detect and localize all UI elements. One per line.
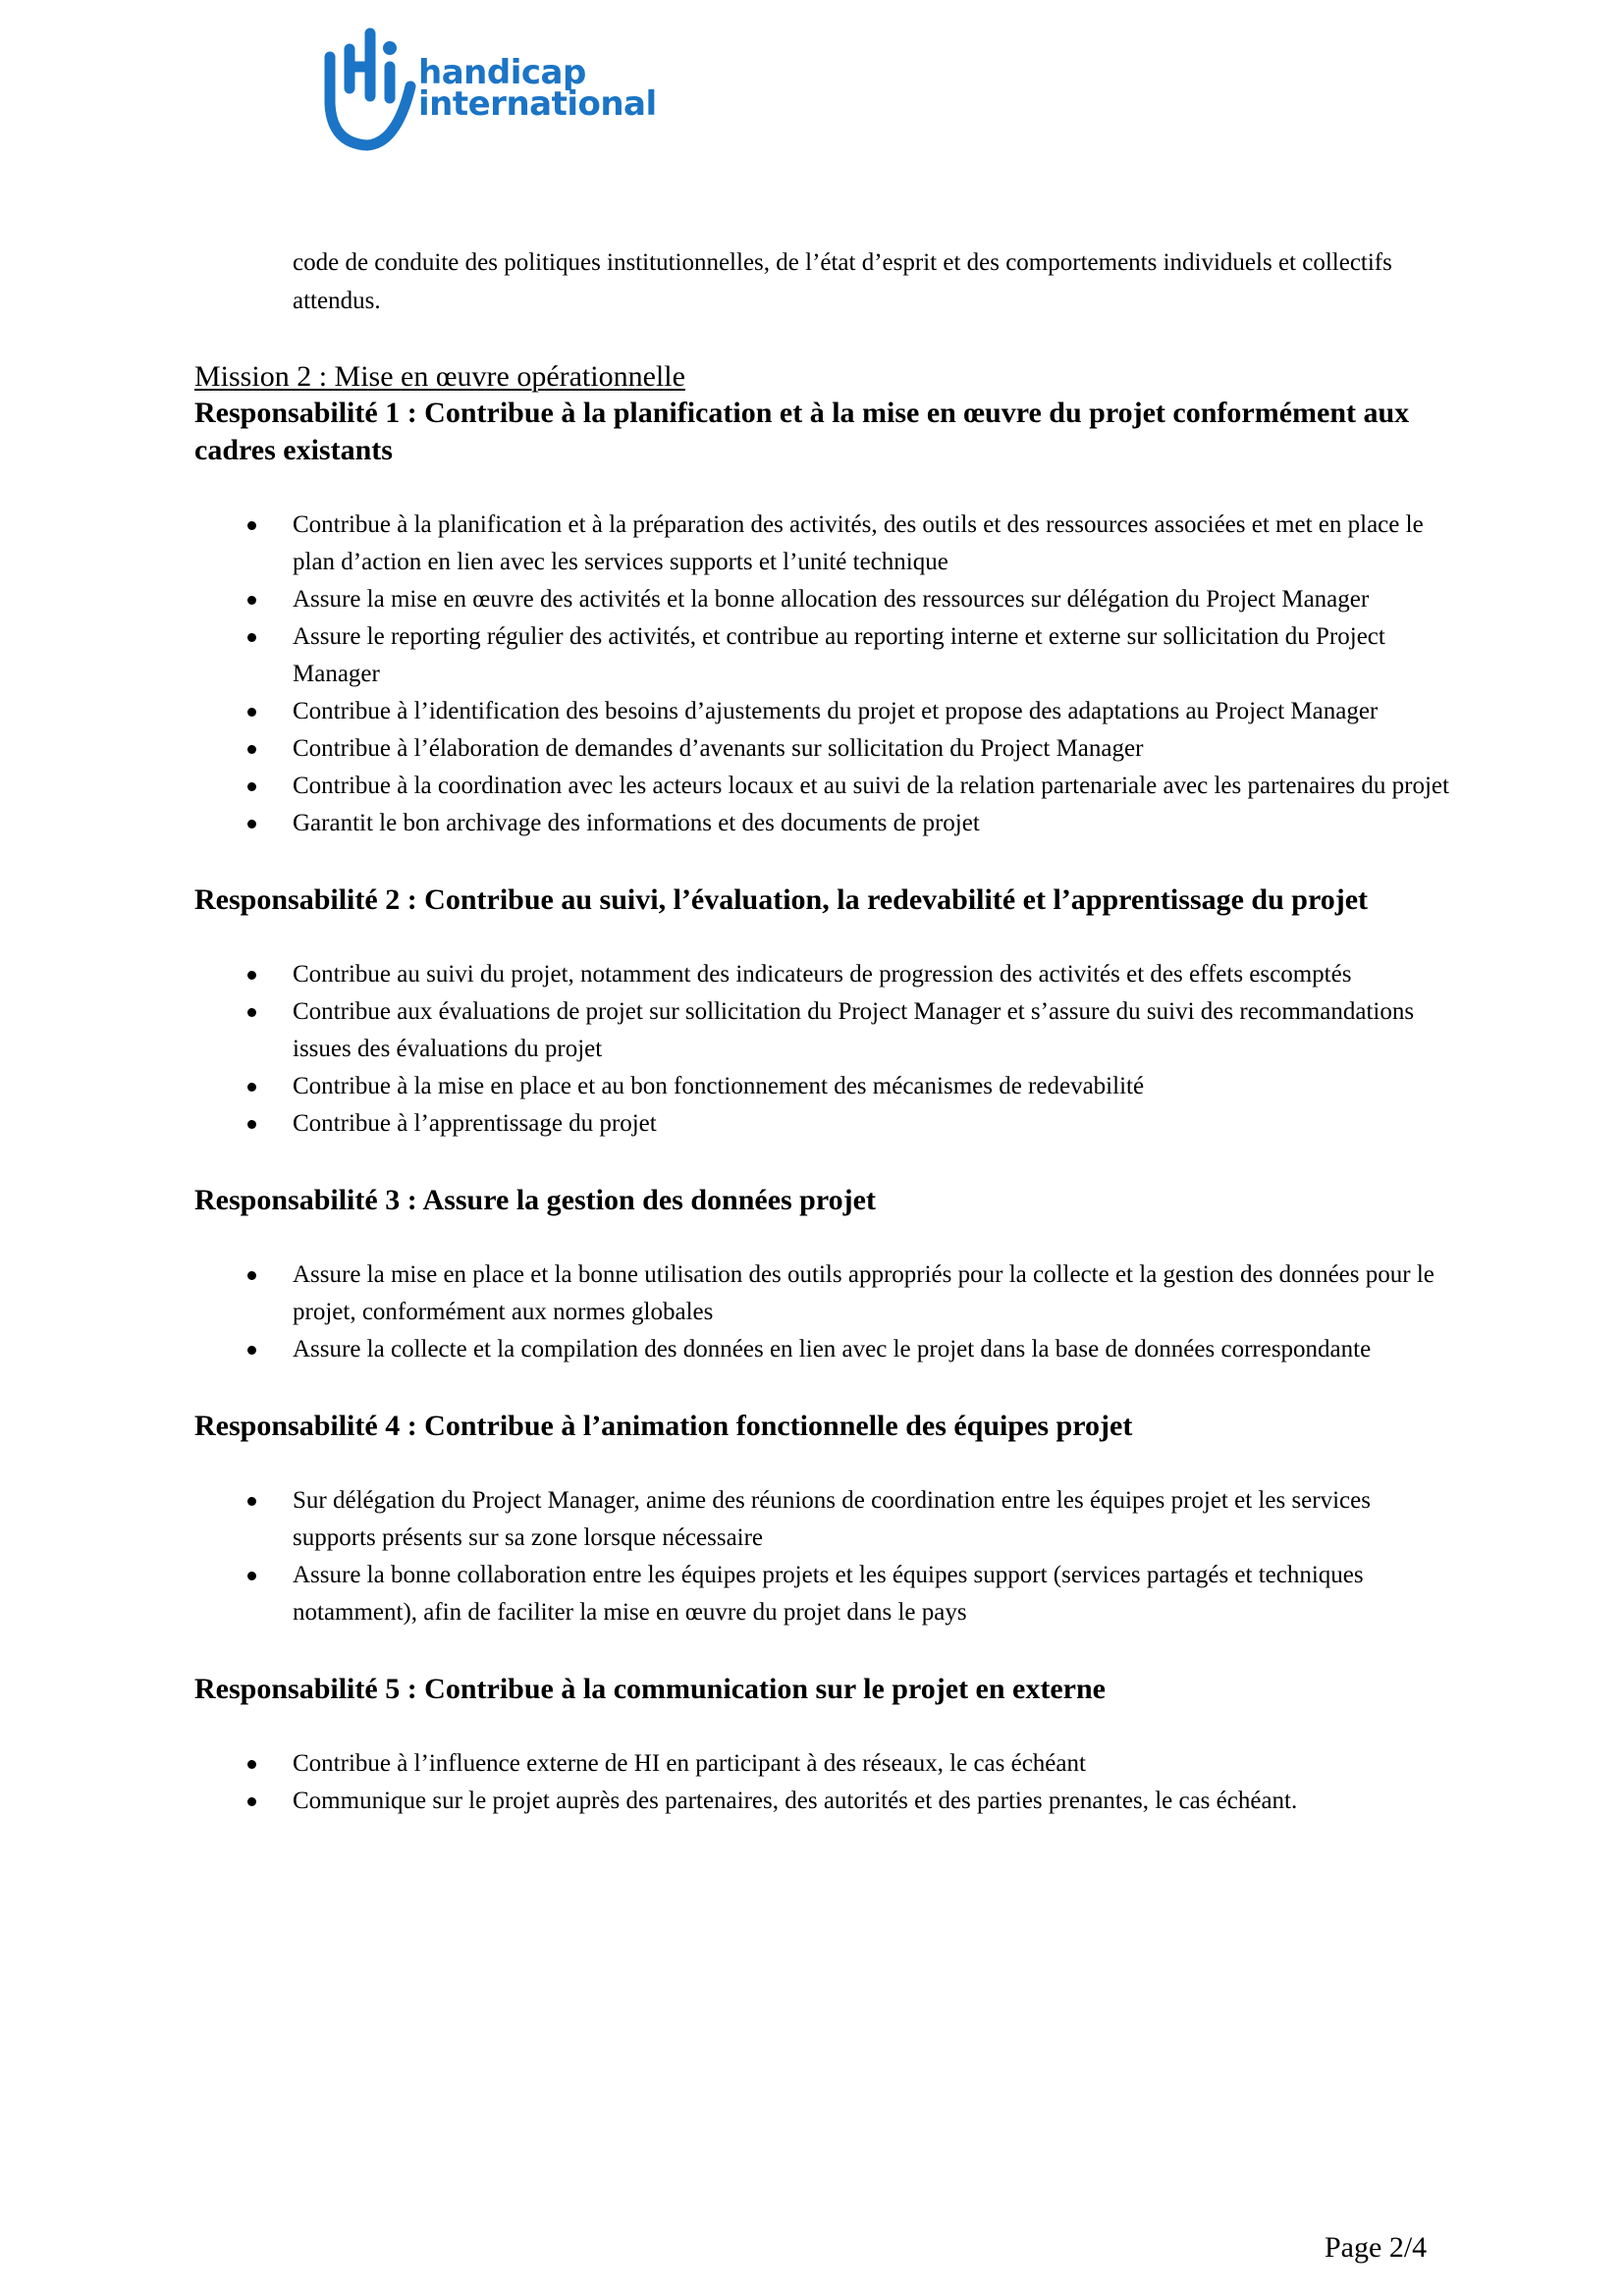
list-item: [194, 993, 1451, 1068]
list-item: [194, 1482, 1451, 1557]
bullet-icon: [247, 745, 256, 754]
bullet-icon: [247, 1120, 256, 1129]
bullet-icon: [247, 596, 256, 605]
handicap-international-logo: [320, 26, 657, 153]
responsibility-3: [194, 1182, 1451, 1368]
list-item: [194, 1557, 1451, 1631]
list-item-text: Contribue aux évaluations de projet sur sollicitation du Project Manager et s’assure du suivi des recommandations issues des évaluations du projet: [293, 998, 1415, 1062]
responsibility-list: [194, 1256, 1451, 1368]
list-item: [194, 1745, 1451, 1783]
responsibility-title: Responsabilité 3 : Assure la gestion des données projet: [194, 1184, 876, 1216]
bullet-icon: [247, 633, 256, 642]
list-item-text: Contribue à l’apprentissage du projet: [293, 1110, 657, 1137]
list-item-text: Sur délégation du Project Manager, anime des réunions de coordination entre les équipes projet et les services supports présents sur sa zone lorsque nécessaire: [293, 1487, 1371, 1551]
mission-title: Mission 2 : Mise en œuvre opérationnelle: [194, 360, 685, 393]
bullet-icon: [247, 1008, 256, 1017]
bullet-icon: [247, 521, 256, 530]
continuation-paragraph: code de conduite des politiques institutionnelles, de l’état d’esprit et des comportements individuels et collectifs attendus.: [293, 249, 1392, 314]
list-item-text: Communique sur le projet auprès des partenaires, des autorités et des parties prenantes, le cas échéant.: [293, 1788, 1298, 1814]
bullet-icon: [247, 1271, 256, 1280]
list-item-text: Contribue à la coordination avec les acteurs locaux et au suivi de la relation partenariale avec les partenaires du projet: [293, 773, 1449, 799]
bullet-icon: [247, 971, 256, 980]
list-item: [194, 507, 1451, 581]
responsibility-list: [194, 1745, 1451, 1820]
bullet-icon: [247, 820, 256, 828]
list-item: [194, 768, 1451, 805]
bullet-icon: [247, 1572, 256, 1580]
i-dot: [383, 41, 397, 55]
logo-text-handicap: handicap: [418, 53, 586, 92]
responsibility-title: Responsabilité 4 : Contribue à l’animation fonctionnelle des équipes projet: [194, 1410, 1133, 1442]
bullet-icon: [247, 1083, 256, 1092]
responsibility-list: [194, 507, 1451, 842]
list-item-text: Assure le reporting régulier des activités, et contribue au reporting interne et externe sur sollicitation du Project Manager: [293, 623, 1385, 687]
list-item: [194, 1256, 1451, 1331]
bullet-icon: [247, 782, 256, 791]
responsibility-title: Responsabilité 1 : Contribue à la planification et à la mise en œuvre du projet conformément aux cadres existants: [194, 397, 1410, 466]
list-item: [194, 1068, 1451, 1105]
responsibility-title: Responsabilité 2 : Contribue au suivi, l’évaluation, la redevabilité et l’apprentissage du projet: [194, 883, 1369, 916]
list-item-text: Contribue à l’élaboration de demandes d’avenants sur sollicitation du Project Manager: [293, 735, 1144, 762]
bullet-icon: [247, 1797, 256, 1806]
list-item-text: Contribue à l’influence externe de HI en participant à des réseaux, le cas échéant: [293, 1750, 1086, 1777]
list-item-text: Assure la mise en place et la bonne utilisation des outils appropriés pour la collecte et la gestion des données pour le projet, conformément aux normes globales: [293, 1261, 1435, 1325]
bullet-icon: [247, 708, 256, 717]
responsibility-1: [194, 395, 1451, 842]
list-item: [194, 805, 1451, 842]
list-item-text: Garantit le bon archivage des informations et des documents de projet: [293, 810, 980, 836]
list-item-text: Assure la collecte et la compilation des données en lien avec le projet dans la base de données correspondante: [293, 1336, 1372, 1362]
responsibility-title: Responsabilité 5 : Contribue à la communication sur le projet en externe: [194, 1673, 1106, 1705]
list-item: [194, 618, 1451, 693]
responsibility-2: [194, 881, 1451, 1143]
bullet-icon: [247, 1760, 256, 1769]
list-item: [194, 693, 1451, 730]
responsibility-4: [194, 1408, 1451, 1631]
list-item: [194, 1783, 1451, 1820]
list-item-text: Contribue à l’identification des besoins d’ajustements du projet et propose des adaptations au Project Manager: [293, 698, 1379, 724]
responsibility-5: [194, 1671, 1451, 1820]
list-item: [194, 730, 1451, 768]
list-item-text: Contribue à la planification et à la préparation des activités, des outils et des ressources associées et met en place le plan d’action en lien avec les services supports et l’unité technique: [293, 511, 1424, 575]
list-item: [194, 1105, 1451, 1143]
list-item: [194, 1331, 1451, 1368]
list-item-text: Contribue au suivi du projet, notamment des indicateurs de progression des activités et des effets escomptés: [293, 961, 1352, 988]
list-item-text: Assure la mise en œuvre des activités et la bonne allocation des ressources sur délégation du Project Manager: [293, 586, 1370, 613]
responsibility-list: [194, 1482, 1451, 1631]
list-item: [194, 956, 1451, 993]
bullet-icon: [247, 1497, 256, 1506]
list-item: [194, 581, 1451, 618]
bullet-icon: [247, 1346, 256, 1355]
hi-hand-logo-icon: [320, 26, 418, 151]
page-number: Page 2/4: [1325, 2231, 1428, 2264]
responsibility-list: [194, 956, 1451, 1143]
list-item-text: Assure la bonne collaboration entre les équipes projets et les équipes support (services partagés et techniques notamment), afin de faciliter la mise en œuvre du projet dans le pays: [293, 1562, 1364, 1626]
logo-text-international: international: [418, 84, 657, 124]
list-item-text: Contribue à la mise en place et au bon fonctionnement des mécanismes de redevabilité: [293, 1073, 1145, 1099]
document-body: [194, 243, 1451, 1820]
